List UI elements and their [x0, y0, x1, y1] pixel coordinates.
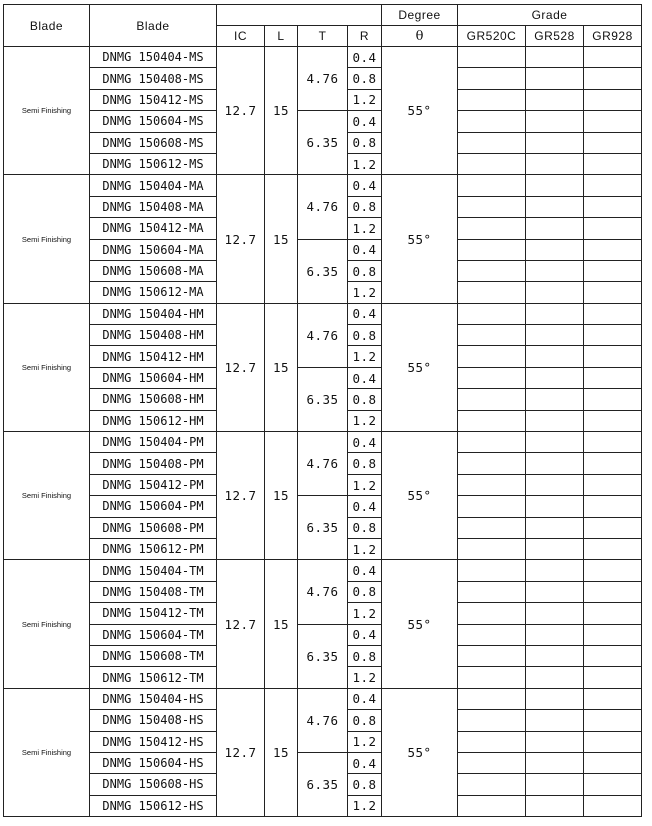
grade-header: Grade — [458, 5, 642, 26]
l-value: 15 — [265, 688, 298, 816]
grade-cell — [584, 410, 642, 431]
grade-cell — [584, 645, 642, 666]
blade-type-label: Semi Finishing — [4, 560, 90, 688]
table-row — [4, 111, 642, 132]
t-value: 4.76 — [298, 560, 348, 624]
r-header: R — [348, 26, 382, 47]
insert-spec-table — [3, 4, 642, 817]
grade-cell — [584, 581, 642, 602]
grade-cell — [526, 303, 584, 324]
grade-cell — [526, 389, 584, 410]
r-value: 0.8 — [348, 645, 382, 666]
degree-value: 55° — [382, 688, 458, 816]
r-value: 1.2 — [348, 153, 382, 174]
grade-cell — [526, 603, 584, 624]
grade-cell — [584, 624, 642, 645]
degree-value: 55° — [382, 303, 458, 431]
type-header: Blade — [4, 5, 90, 47]
blade-code: DNMG 150612-HS — [90, 795, 217, 816]
grade-cell — [526, 496, 584, 517]
r-value: 1.2 — [348, 346, 382, 367]
t-value: 4.76 — [298, 688, 348, 752]
grade-cell — [526, 752, 584, 773]
ic-value: 12.7 — [217, 432, 265, 560]
grade-cell — [458, 389, 526, 410]
grade-cell — [584, 282, 642, 303]
r-value: 0.4 — [348, 111, 382, 132]
grade-cell — [526, 624, 584, 645]
grade-cell — [526, 153, 584, 174]
table-row — [4, 624, 642, 645]
grade-cell — [458, 774, 526, 795]
grade-cell — [458, 196, 526, 217]
grade-cell — [584, 196, 642, 217]
grade-cell — [584, 432, 642, 453]
degree-value: 55° — [382, 175, 458, 303]
ic-value: 12.7 — [217, 47, 265, 175]
grade-cell — [458, 538, 526, 559]
blade-code: DNMG 150612-MA — [90, 282, 217, 303]
grade-cell — [458, 47, 526, 68]
blade-code: DNMG 150408-MS — [90, 68, 217, 89]
blade-code: DNMG 150604-HM — [90, 367, 217, 388]
grade-cell — [526, 218, 584, 239]
t-value: 6.35 — [298, 496, 348, 560]
grade-cell — [584, 325, 642, 346]
r-value: 1.2 — [348, 731, 382, 752]
blade-code: DNMG 150412-HM — [90, 346, 217, 367]
blade-code: DNMG 150412-MS — [90, 89, 217, 110]
grade-cell — [526, 260, 584, 281]
grade-cell — [458, 239, 526, 260]
grade-cell — [584, 496, 642, 517]
r-value: 0.8 — [348, 517, 382, 538]
grade-cell — [458, 560, 526, 581]
l-value: 15 — [265, 175, 298, 303]
grade-cell — [458, 731, 526, 752]
grade-cell — [584, 367, 642, 388]
grade-cell — [526, 645, 584, 666]
table-row — [4, 496, 642, 517]
r-value: 0.8 — [348, 68, 382, 89]
blade-header: Blade — [90, 5, 217, 47]
blade-type-label: Semi Finishing — [4, 47, 90, 175]
grade-cell — [526, 774, 584, 795]
degree-value: 55° — [382, 47, 458, 175]
grade-cell — [584, 688, 642, 709]
grade-cell — [526, 346, 584, 367]
grade-cell — [584, 517, 642, 538]
t-value: 6.35 — [298, 111, 348, 175]
r-value: 1.2 — [348, 474, 382, 495]
grade-cell — [584, 239, 642, 260]
table-row — [4, 688, 642, 709]
degree-value: 55° — [382, 560, 458, 688]
table-row — [4, 47, 642, 68]
grade-cell — [526, 667, 584, 688]
blade-code: DNMG 150604-HS — [90, 752, 217, 773]
grade-cell — [584, 538, 642, 559]
grade-cell — [584, 474, 642, 495]
t-value: 4.76 — [298, 175, 348, 239]
grade-cell — [526, 111, 584, 132]
grade-cell — [458, 153, 526, 174]
blade-code: DNMG 150604-MS — [90, 111, 217, 132]
grade-cell — [526, 47, 584, 68]
r-value: 0.8 — [348, 774, 382, 795]
grade-cell — [458, 453, 526, 474]
r-value: 0.8 — [348, 710, 382, 731]
blade-code: DNMG 150412-TM — [90, 603, 217, 624]
t-value: 4.76 — [298, 303, 348, 367]
r-value: 1.2 — [348, 795, 382, 816]
grade-cell — [584, 47, 642, 68]
blade-code: DNMG 150408-TM — [90, 581, 217, 602]
grade-cell — [526, 89, 584, 110]
grade-cell — [584, 175, 642, 196]
blade-code: DNMG 150408-PM — [90, 453, 217, 474]
grade-cell — [526, 325, 584, 346]
grade-cell — [584, 603, 642, 624]
r-value: 0.8 — [348, 389, 382, 410]
grade-cell — [458, 710, 526, 731]
blade-code: DNMG 150404-TM — [90, 560, 217, 581]
r-value: 0.4 — [348, 239, 382, 260]
t-value: 4.76 — [298, 432, 348, 496]
blade-type-label: Semi Finishing — [4, 688, 90, 816]
r-value: 1.2 — [348, 667, 382, 688]
r-value: 0.4 — [348, 496, 382, 517]
r-value: 0.8 — [348, 196, 382, 217]
blade-type-label: Semi Finishing — [4, 432, 90, 560]
r-value: 0.8 — [348, 132, 382, 153]
grade-cell — [526, 196, 584, 217]
blade-code: DNMG 150408-HM — [90, 325, 217, 346]
grade-cell — [584, 89, 642, 110]
blade-code: DNMG 150612-PM — [90, 538, 217, 559]
grade-cell — [526, 560, 584, 581]
grade-cell — [458, 132, 526, 153]
r-value: 0.4 — [348, 303, 382, 324]
t-value: 6.35 — [298, 624, 348, 688]
grade-cell — [584, 346, 642, 367]
table-row — [4, 303, 642, 324]
grade-cell — [584, 260, 642, 281]
blade-code: DNMG 150604-PM — [90, 496, 217, 517]
grade-cell — [458, 688, 526, 709]
grade-cell — [584, 153, 642, 174]
dimension-header-blank — [217, 5, 382, 26]
blade-type-label: Semi Finishing — [4, 303, 90, 431]
table-row — [4, 175, 642, 196]
blade-code: DNMG 150608-TM — [90, 645, 217, 666]
blade-code: DNMG 150404-PM — [90, 432, 217, 453]
table-row — [4, 752, 642, 773]
grade-cell — [458, 645, 526, 666]
ic-header: IC — [217, 26, 265, 47]
table-header — [4, 5, 642, 47]
ic-value: 12.7 — [217, 303, 265, 431]
grade-cell — [458, 367, 526, 388]
grade-cell — [526, 432, 584, 453]
grade-cell — [584, 111, 642, 132]
grade-cell — [458, 303, 526, 324]
blade-code: DNMG 150404-HM — [90, 303, 217, 324]
grade-cell — [458, 218, 526, 239]
blade-code: DNMG 150604-MA — [90, 239, 217, 260]
grade-cell — [458, 795, 526, 816]
blade-code: DNMG 150412-PM — [90, 474, 217, 495]
grade-cell — [526, 282, 584, 303]
grade-cell — [526, 731, 584, 752]
r-value: 0.4 — [348, 688, 382, 709]
r-value: 0.4 — [348, 175, 382, 196]
r-value: 0.4 — [348, 624, 382, 645]
grade-cell — [458, 667, 526, 688]
blade-code: DNMG 150612-HM — [90, 410, 217, 431]
table-row — [4, 432, 642, 453]
grade-cell — [458, 410, 526, 431]
grade-cell — [458, 432, 526, 453]
grade-cell — [584, 774, 642, 795]
grade-cell — [526, 474, 584, 495]
table-row — [4, 367, 642, 388]
grade-cell — [458, 496, 526, 517]
degree-header: Degree — [382, 5, 458, 26]
ic-value: 12.7 — [217, 688, 265, 816]
grade-cell — [584, 218, 642, 239]
grade-cell — [584, 710, 642, 731]
blade-code: DNMG 150608-PM — [90, 517, 217, 538]
grade-cell — [584, 795, 642, 816]
grade-cell — [458, 752, 526, 773]
r-value: 1.2 — [348, 89, 382, 110]
grade-cell — [458, 603, 526, 624]
grade-cell — [584, 303, 642, 324]
blade-code: DNMG 150412-HS — [90, 731, 217, 752]
grade-cell — [526, 710, 584, 731]
blade-code: DNMG 150404-MA — [90, 175, 217, 196]
grade-cell — [526, 410, 584, 431]
l-header: L — [265, 26, 298, 47]
blade-code: DNMG 150408-MA — [90, 196, 217, 217]
r-value: 0.4 — [348, 560, 382, 581]
grade-cell — [584, 453, 642, 474]
grade-cell — [458, 89, 526, 110]
blade-type-label: Semi Finishing — [4, 175, 90, 303]
grade-cell — [584, 132, 642, 153]
l-value: 15 — [265, 47, 298, 175]
grade-cell — [458, 282, 526, 303]
blade-code: DNMG 150404-HS — [90, 688, 217, 709]
grade-cell — [526, 175, 584, 196]
l-value: 15 — [265, 432, 298, 560]
grade-cell — [526, 538, 584, 559]
grade-cell — [458, 581, 526, 602]
r-value: 0.4 — [348, 47, 382, 68]
grade-cell — [458, 175, 526, 196]
table-body — [4, 47, 642, 817]
r-value: 0.4 — [348, 752, 382, 773]
l-value: 15 — [265, 560, 298, 688]
grade-cell — [584, 389, 642, 410]
r-value: 0.4 — [348, 432, 382, 453]
grade-cell — [458, 260, 526, 281]
grade-cell — [526, 795, 584, 816]
r-value: 1.2 — [348, 282, 382, 303]
grade-column-header: GR520C — [458, 26, 526, 47]
blade-code: DNMG 150608-HS — [90, 774, 217, 795]
grade-cell — [584, 731, 642, 752]
grade-cell — [526, 517, 584, 538]
degree-value: 55° — [382, 432, 458, 560]
grade-column-header: GR928 — [584, 26, 642, 47]
r-value: 1.2 — [348, 218, 382, 239]
t-value: 6.35 — [298, 239, 348, 303]
grade-column-header: GR528 — [526, 26, 584, 47]
grade-cell — [526, 581, 584, 602]
r-value: 0.8 — [348, 581, 382, 602]
blade-code: DNMG 150408-HS — [90, 710, 217, 731]
grade-cell — [526, 688, 584, 709]
grade-cell — [526, 132, 584, 153]
blade-code: DNMG 150608-MA — [90, 260, 217, 281]
grade-cell — [526, 367, 584, 388]
t-header: T — [298, 26, 348, 47]
t-value: 6.35 — [298, 752, 348, 816]
blade-code: DNMG 150612-TM — [90, 667, 217, 688]
grade-cell — [458, 624, 526, 645]
r-value: 1.2 — [348, 603, 382, 624]
grade-cell — [526, 68, 584, 89]
t-value: 6.35 — [298, 367, 348, 431]
grade-cell — [458, 68, 526, 89]
r-value: 1.2 — [348, 410, 382, 431]
grade-cell — [458, 517, 526, 538]
ic-value: 12.7 — [217, 560, 265, 688]
grade-cell — [526, 453, 584, 474]
r-value: 1.2 — [348, 538, 382, 559]
grade-cell — [458, 346, 526, 367]
blade-code: DNMG 150604-TM — [90, 624, 217, 645]
grade-cell — [458, 325, 526, 346]
ic-value: 12.7 — [217, 175, 265, 303]
table-row — [4, 560, 642, 581]
grade-cell — [584, 667, 642, 688]
blade-code: DNMG 150608-MS — [90, 132, 217, 153]
grade-cell — [584, 68, 642, 89]
grade-cell — [584, 560, 642, 581]
theta-header: θ — [382, 26, 458, 47]
r-value: 0.8 — [348, 325, 382, 346]
r-value: 0.8 — [348, 453, 382, 474]
grade-cell — [458, 111, 526, 132]
blade-code: DNMG 150412-MA — [90, 218, 217, 239]
table-row — [4, 239, 642, 260]
blade-code: DNMG 150404-MS — [90, 47, 217, 68]
l-value: 15 — [265, 303, 298, 431]
r-value: 0.8 — [348, 260, 382, 281]
blade-code: DNMG 150612-MS — [90, 153, 217, 174]
r-value: 0.4 — [348, 367, 382, 388]
grade-cell — [458, 474, 526, 495]
grade-cell — [584, 752, 642, 773]
grade-cell — [526, 239, 584, 260]
t-value: 4.76 — [298, 47, 348, 111]
blade-code: DNMG 150608-HM — [90, 389, 217, 410]
